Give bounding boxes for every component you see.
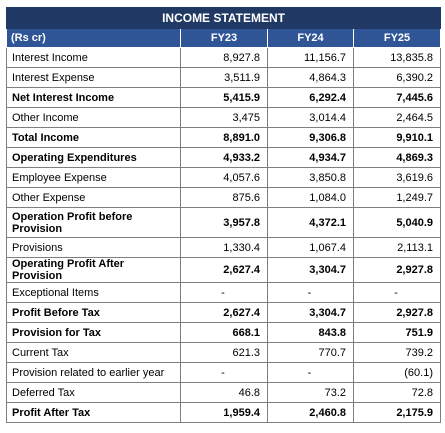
row-label: Current Tax xyxy=(7,343,181,363)
table-row xyxy=(7,88,441,108)
cell-fy24: 1,084.0 xyxy=(268,188,354,208)
income-statement-table xyxy=(6,7,441,423)
table-row xyxy=(7,323,441,343)
column-header-row xyxy=(7,29,441,48)
cell-fy24: 73.2 xyxy=(268,383,354,403)
cell-fy23: 1,330.4 xyxy=(181,238,268,258)
cell-fy24: - xyxy=(268,283,354,303)
cell-fy24: 3,850.8 xyxy=(268,168,354,188)
cell-fy23: 3,475 xyxy=(181,108,268,128)
cell-fy23: 875.6 xyxy=(181,188,268,208)
table-row xyxy=(7,188,441,208)
cell-fy23: 2,627.4 xyxy=(181,303,268,323)
cell-fy23: 3,957.8 xyxy=(181,208,268,238)
row-label: Provision for Tax xyxy=(7,323,181,343)
cell-fy23: 5,415.9 xyxy=(181,88,268,108)
table-title: INCOME STATEMENT xyxy=(7,8,441,29)
cell-fy23: 621.3 xyxy=(181,343,268,363)
row-label: Employee Expense xyxy=(7,168,181,188)
unit-header: (Rs cr) xyxy=(7,29,181,48)
table-row xyxy=(7,238,441,258)
cell-fy25: 9,910.1 xyxy=(354,128,441,148)
row-label: Net Interest Income xyxy=(7,88,181,108)
row-label: Interest Expense xyxy=(7,68,181,88)
cell-fy25: 13,835.8 xyxy=(354,48,441,68)
table-row xyxy=(7,283,441,303)
cell-fy25: 6,390.2 xyxy=(354,68,441,88)
table-row xyxy=(7,148,441,168)
row-label: Other Expense xyxy=(7,188,181,208)
cell-fy25: 5,040.9 xyxy=(354,208,441,238)
cell-fy25: 1,249.7 xyxy=(354,188,441,208)
cell-fy23: 1,959.4 xyxy=(181,403,268,423)
row-label: Provision related to earlier year xyxy=(7,363,181,383)
cell-fy24: 770.7 xyxy=(268,343,354,363)
table-row xyxy=(7,208,441,238)
cell-fy23: 3,511.9 xyxy=(181,68,268,88)
table-row xyxy=(7,258,441,283)
cell-fy23: 668.1 xyxy=(181,323,268,343)
cell-fy25: 7,445.6 xyxy=(354,88,441,108)
cell-fy23: 46.8 xyxy=(181,383,268,403)
cell-fy24: 4,934.7 xyxy=(268,148,354,168)
cell-fy24: 4,372.1 xyxy=(268,208,354,238)
row-label: Operation Profit before Provision xyxy=(7,208,181,238)
row-label: Exceptional Items xyxy=(7,283,181,303)
cell-fy23: 4,057.6 xyxy=(181,168,268,188)
cell-fy25: 2,464.5 xyxy=(354,108,441,128)
year-header-fy23: FY23 xyxy=(181,29,268,48)
table-row xyxy=(7,128,441,148)
row-label: Operating Profit After Provision xyxy=(7,258,181,283)
row-label: Other Income xyxy=(7,108,181,128)
cell-fy24: 3,014.4 xyxy=(268,108,354,128)
cell-fy25: 72.8 xyxy=(354,383,441,403)
cell-fy23: - xyxy=(181,283,268,303)
year-header-fy24: FY24 xyxy=(268,29,354,48)
cell-fy25: 4,869.3 xyxy=(354,148,441,168)
row-label: Profit Before Tax xyxy=(7,303,181,323)
cell-fy24: 3,304.7 xyxy=(268,258,354,283)
table-row xyxy=(7,168,441,188)
table-row xyxy=(7,403,441,423)
cell-fy25: 751.9 xyxy=(354,323,441,343)
cell-fy24: 843.8 xyxy=(268,323,354,343)
cell-fy25: - xyxy=(354,283,441,303)
year-header-fy25: FY25 xyxy=(354,29,441,48)
cell-fy23: 2,627.4 xyxy=(181,258,268,283)
table-row xyxy=(7,108,441,128)
table-row xyxy=(7,363,441,383)
table-row xyxy=(7,343,441,363)
table-row xyxy=(7,68,441,88)
cell-fy24: 9,306.8 xyxy=(268,128,354,148)
cell-fy24: - xyxy=(268,363,354,383)
cell-fy24: 1,067.4 xyxy=(268,238,354,258)
table-body xyxy=(7,48,441,423)
cell-fy25: 2,927.8 xyxy=(354,303,441,323)
table-row xyxy=(7,303,441,323)
cell-fy25: 739.2 xyxy=(354,343,441,363)
row-label: Interest Income xyxy=(7,48,181,68)
cell-fy23: - xyxy=(181,363,268,383)
cell-fy25: 3,619.6 xyxy=(354,168,441,188)
cell-fy24: 6,292.4 xyxy=(268,88,354,108)
cell-fy23: 8,927.8 xyxy=(181,48,268,68)
table-row xyxy=(7,383,441,403)
row-label: Total Income xyxy=(7,128,181,148)
cell-fy25: (60.1) xyxy=(354,363,441,383)
cell-fy24: 2,460.8 xyxy=(268,403,354,423)
cell-fy23: 4,933.2 xyxy=(181,148,268,168)
cell-fy24: 4,864.3 xyxy=(268,68,354,88)
cell-fy23: 8,891.0 xyxy=(181,128,268,148)
cell-fy24: 11,156.7 xyxy=(268,48,354,68)
table-row xyxy=(7,48,441,68)
cell-fy24: 3,304.7 xyxy=(268,303,354,323)
income-statement-panel xyxy=(6,7,440,423)
cell-fy25: 2,113.1 xyxy=(354,238,441,258)
cell-fy25: 2,927.8 xyxy=(354,258,441,283)
row-label: Profit After Tax xyxy=(7,403,181,423)
cell-fy25: 2,175.9 xyxy=(354,403,441,423)
row-label: Operating Expenditures xyxy=(7,148,181,168)
row-label: Provisions xyxy=(7,238,181,258)
row-label: Deferred Tax xyxy=(7,383,181,403)
